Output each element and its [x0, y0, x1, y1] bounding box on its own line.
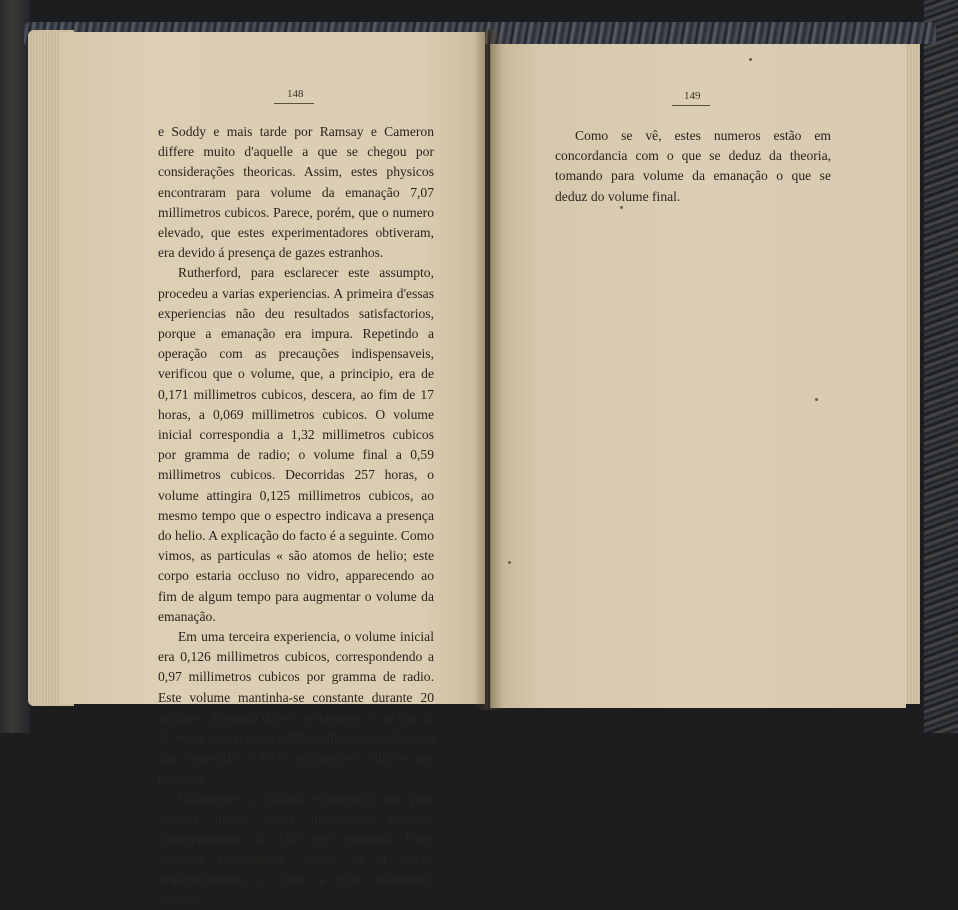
backdrop-left [0, 0, 30, 733]
book-gutter [474, 30, 504, 710]
left-paragraph-2: Rutherford, para esclarecer este assumpto, procedeu a varias experiencias. A primeira d'essas experiencias não deu resultados satisfactorios, porque a emanação era impura. Repetindo a operação com as precauções indispensaveis, verificou que o volume, que, a principio, era de 0,171 millimetros cubicos, descera, ao fim de 17 horas, a 0,069 millimetros cubicos. O volume inicial correspondia a 1,32 millimetros cubicos por gramma de radio; o volume final a 0,59 millimetros cubicos. Decorridas 257 horas, o volume attingira 0,125 millimetros cubicos, ao mesmo tempo que o espectro indicava a presença do helio. A explicação do facto é a seguinte. Como vimos, as particulas « são atomos de helio; este corpo estaria occluso no vidro, apparecendo ao fim de algum tempo para augmentar o volume da emanação. [158, 265, 434, 624]
left-page-body [158, 122, 434, 910]
right-page-number-rule [672, 105, 710, 106]
right-page-number: 149 [684, 90, 701, 102]
right-page-body [555, 126, 831, 207]
left-paragraph-3: Em uma terceira experiencia, o volume inicial era 0,126 millimetros cubicos, correspondendo a 0,97 millimetros cubicos por gramma de radio. Este volume mantinha-se constante durante 20 minutos, diminuia depois lentamente, e ao fim de 17 horas reduzia-se a 0,076 millimetros cubicos, o que equivalia a 0,66 millimetros cubicos por gramma. [158, 629, 434, 786]
book-cover-marbled-edge [924, 0, 958, 733]
right-paragraph-1: Como se vê, estes numeros estão em concordancia com o que se deduz da theoria, tomando para volume da emanação o que se deduz do volume final. [555, 128, 831, 204]
paper-speck [815, 398, 818, 401]
paper-speck [508, 561, 511, 564]
left-paragraph-1: e Soddy e mais tarde por Ramsay e Cameron differe muito d'aquelle a que se chegou por considerações theoricas. Assim, estes physicos encontraram para volume da emanação 7,07 millimetros cubicos. Parece, porém, que o numero elevado, que estes experimentadores obtiveram, era devido á presença de gazes estranhos. [158, 124, 434, 261]
left-page-number-rule [274, 103, 314, 104]
paper-speck [620, 206, 623, 209]
paper-speck [749, 58, 752, 61]
left-page-number: 148 [287, 88, 304, 100]
left-paragraph-4: Finalmente, a ultima experiencia deu para volume inicial 0,083 millimetros cubicos, correspondendo a 1,05 por gramma. Estes volumes reduziam-se, depois de 4 horas, respectivamente, a 0,046 e 0,58 millimetros cubicos. [158, 790, 434, 907]
